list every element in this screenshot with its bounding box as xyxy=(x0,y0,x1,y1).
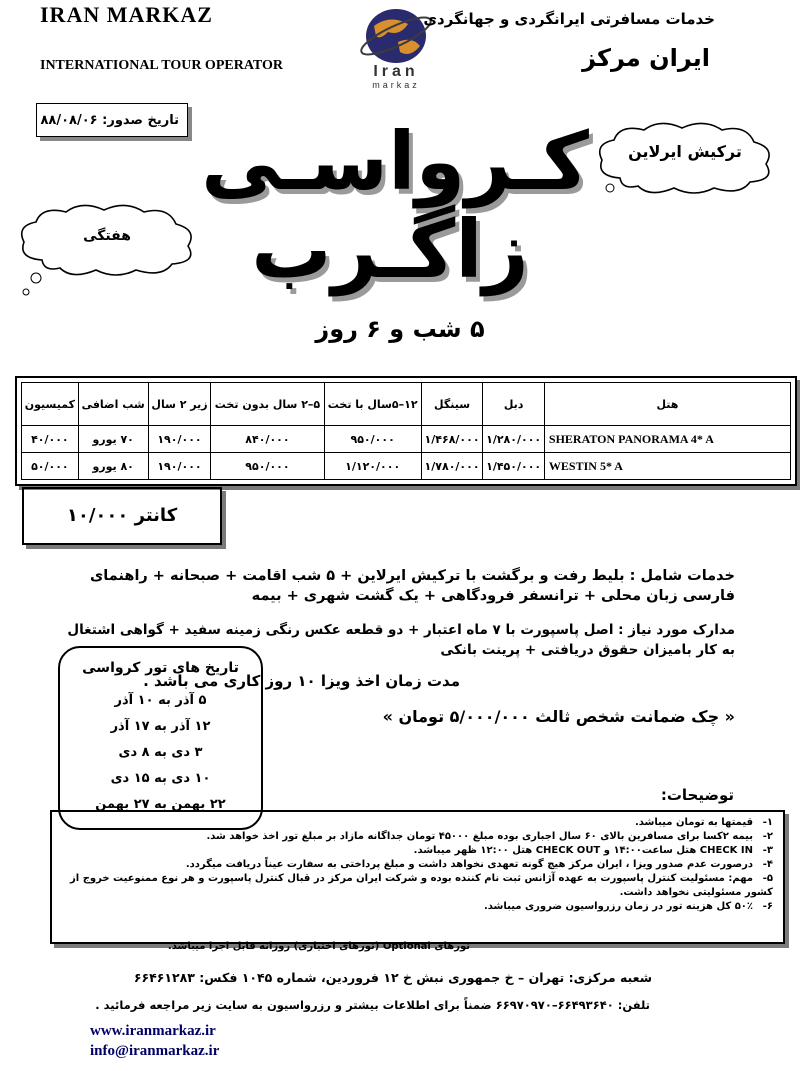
issue-date-box: تاریخ صدور: ۸۸/۰۸/۰۶ xyxy=(36,103,188,137)
email-link[interactable]: info@iranmarkaz.ir xyxy=(90,1043,220,1059)
tour-dates-title: تاریخ های تور کرواسی xyxy=(82,660,239,676)
price-double: ۱/۲۸۰/۰۰۰ xyxy=(483,426,545,453)
col-child-nobed: ۵–۲ سال بدون تخت xyxy=(211,383,324,426)
price-extra-night: ۷۰ یورو xyxy=(78,426,148,453)
table-row xyxy=(22,453,791,480)
notes-box xyxy=(50,810,785,944)
list-item: ۲۲ بهمن به ۲۷ بهمن xyxy=(95,797,226,812)
note-number: ۳- xyxy=(762,845,773,856)
counter-price-box: کانتر ۱۰/۰۰۰ xyxy=(22,487,222,545)
brand-name-fa: ایران مرکز xyxy=(582,44,710,72)
price-commission: ۵۰/۰۰۰ xyxy=(22,453,79,480)
col-hotel: هتل xyxy=(544,383,790,426)
notes-title: توضیحات: xyxy=(660,786,734,804)
list-item xyxy=(62,816,773,830)
col-child-bed: ۱۲–۵سال با تخت xyxy=(324,383,421,426)
guarantee-cheque: « چک ضمانت شخص ثالث ۵/۰۰۰/۰۰۰ تومان » xyxy=(382,707,735,726)
col-double: دبل xyxy=(483,383,545,426)
col-commission: کمیسیون xyxy=(22,383,79,426)
note-number: ۴- xyxy=(762,859,773,870)
note-text: ۵۰٪ کل هزینه تور در زمان رزرواسیون ضروری میباشد. xyxy=(483,901,753,912)
note-text: بیمه ۲کسا برای مسافرین بالای ۶۰ سال اجباری بوده مبلغ ۴۵۰۰۰ تومان جداگانه مازاد بر مبلغ تور اخذ خواهد شد. xyxy=(206,831,753,842)
brand-name-en: IRAN MARKAZ xyxy=(40,2,213,27)
logo-subword: markaz xyxy=(372,80,420,90)
price-child-nobed: ۹۵۰/۰۰۰ xyxy=(211,453,324,480)
list-item xyxy=(62,844,773,858)
optional-tours-note: تورهای Optional (تورهای اختیاری) روزانه قابل اجرا میباشد. xyxy=(167,941,470,952)
list-item: ۱۰ دی به ۱۵ دی xyxy=(110,771,211,786)
phone-line: تلفن: ۶۶۴۹۳۶۴۰–۶۶۹۷۰۹۷۰ ضمناً برای اطلاعات بیشتر و رزرواسیون به سایت زیر مراجعه فرمائید . xyxy=(95,998,650,1012)
office-address: شعبه مرکزی: تهران – خ جمهوری نبش خ ۱۲ فروردین، شماره ۱۰۴۵ فکس: ۶۶۴۶۱۲۸۳ xyxy=(133,970,652,985)
note-text: CHECK IN هتل ساعت۱۴:۰۰ و CHECK OUT هتل ۱۲:۰۰ ظهر میباشد. xyxy=(413,845,753,856)
list-item xyxy=(62,900,773,914)
price-child-bed: ۱/۱۲۰/۰۰۰ xyxy=(324,453,421,480)
price-double: ۱/۴۵۰/۰۰۰ xyxy=(483,453,545,480)
price-table-frame xyxy=(15,376,797,486)
visa-duration: مدت زمان اخذ ویزا ۱۰ روز کاری می باشد . xyxy=(143,672,460,690)
note-text: درصورت عدم صدور ویزا ، ایران مرکز هیچ گونه تعهدی نخواهد داشت و مبلغ پرداختی به سفارت عیناً دریافت میگردد. xyxy=(185,859,753,870)
list-item: ۱۲ آذر به ۱۷ آذر xyxy=(110,719,211,734)
tagline-en: INTERNATIONAL TOUR OPERATOR xyxy=(40,58,283,73)
list-item: ۳ دی به ۸ دی xyxy=(118,745,203,760)
note-text: مهم: مسئولیت کنترل پاسپورت به عهده آژانس ثبت نام کننده بوده و شرکت ایران مرکز در قبال کنترل پاسپورت و هر نوع ممنوعیت خروج از کشور مسئولیتی نخواهد داشت. xyxy=(70,873,773,898)
airline-cloud xyxy=(590,118,780,198)
airline-name: ترکیش ایرلاین xyxy=(628,142,742,161)
note-number: ۱- xyxy=(762,817,773,828)
services-title-fa: خدمات مسافرتی ایرانگردی و جهانگردی xyxy=(423,10,715,28)
logo-word: Iran xyxy=(373,63,419,80)
hotel-name: WESTIN 5* A xyxy=(544,453,790,480)
included-services: خدمات شامل : بلیط رفت و برگشت با ترکیش ایرلاین + ۵ شب اقامت + صبحانه + راهنمای فارسی زبان محلی + ترانسفر فرودگاهی + یک گشت شهری + بیمه xyxy=(90,568,735,604)
website-link[interactable]: www.iranmarkaz.ir xyxy=(90,1023,216,1039)
list-item: ۵ آذر به ۱۰ آذر xyxy=(114,693,207,708)
price-single: ۱/۴۶۸/۰۰۰ xyxy=(421,426,483,453)
col-infant: زیر ۲ سال xyxy=(148,383,211,426)
col-single: سینگل xyxy=(421,383,483,426)
required-documents: مدارک مورد نیاز : اصل پاسپورت با ۷ ماه اعتبار + دو قطعه عکس رنگی زمینه سفید + گواهی اشتغال به کار بامیزان حقوق دریافتی + پرینت بانکی xyxy=(67,622,735,658)
hotel-name: SHERATON PANORAMA 4* A xyxy=(544,426,790,453)
note-number: ۲- xyxy=(762,831,773,842)
table-header-row xyxy=(22,383,791,426)
destination-country: کـرواسـی xyxy=(201,115,589,208)
note-text: قیمتها به تومان میباشد. xyxy=(634,817,753,828)
price-child-bed: ۹۵۰/۰۰۰ xyxy=(324,426,421,453)
frequency-label: هفتگی xyxy=(83,228,131,244)
price-extra-night: ۸۰ یورو xyxy=(78,453,148,480)
price-commission: ۴۰/۰۰۰ xyxy=(22,426,79,453)
frequency-cloud xyxy=(12,198,202,288)
table-row xyxy=(22,426,791,453)
list-item xyxy=(62,830,773,844)
col-extra-night: شب اضافی xyxy=(78,383,148,426)
price-single: ۱/۷۸۰/۰۰۰ xyxy=(421,453,483,480)
tour-duration: ۵ شب و ۶ روز xyxy=(315,315,485,343)
price-table xyxy=(21,382,791,480)
list-item xyxy=(62,858,773,872)
list-item xyxy=(62,872,773,900)
price-child-nobed: ۸۴۰/۰۰۰ xyxy=(211,426,324,453)
note-number: ۶- xyxy=(762,901,773,912)
price-infant: ۱۹۰/۰۰۰ xyxy=(148,426,211,453)
cloud-shape-icon xyxy=(12,198,202,298)
destination-city: زاگـرب xyxy=(251,203,529,296)
price-infant: ۱۹۰/۰۰۰ xyxy=(148,453,211,480)
note-number: ۵- xyxy=(762,873,773,884)
